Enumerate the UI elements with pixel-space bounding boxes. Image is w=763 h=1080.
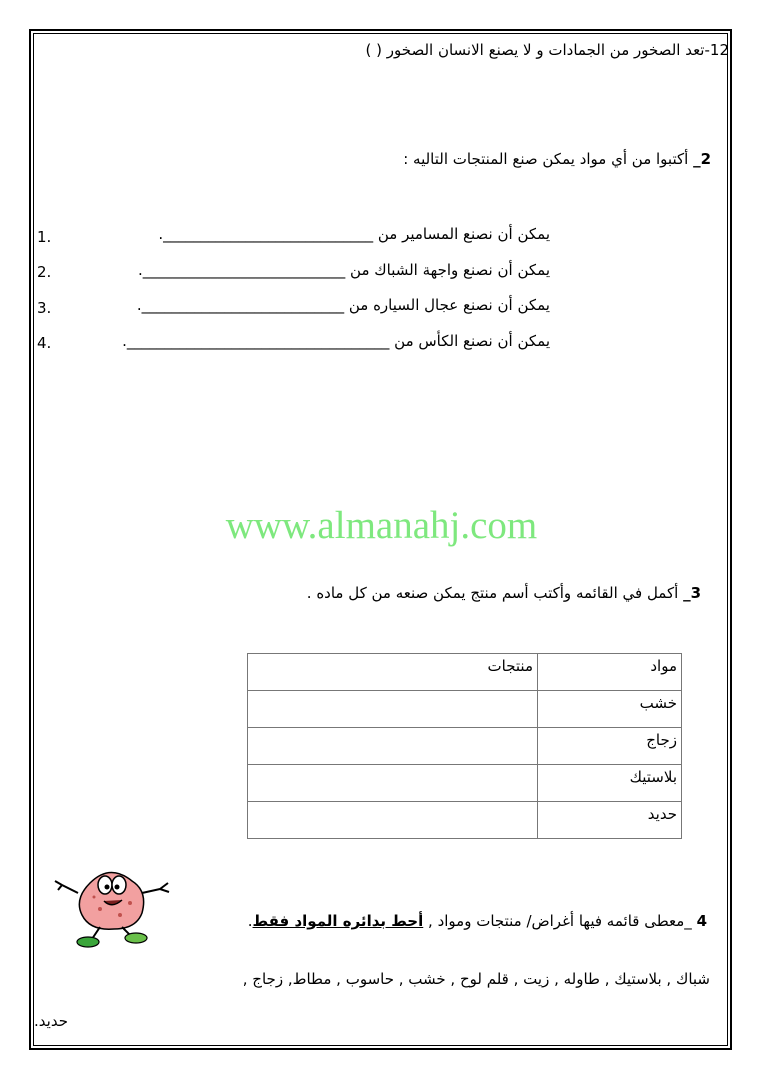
question-2-number: 2_ xyxy=(693,150,711,168)
table-row xyxy=(248,728,682,765)
question-3-title: أكمل في القائمه وأكتب أسم منتج يمكن صنعه من كل ماده . xyxy=(306,584,679,602)
q2-item-2-text: يمكن أن نصنع واجهة الشباك من ___________________________. xyxy=(138,261,550,279)
table-row xyxy=(248,691,682,728)
q4-list-line-2: حديد. xyxy=(34,1012,68,1030)
question-3-heading xyxy=(307,583,701,603)
watermark: www.almanahj.com xyxy=(225,504,538,547)
question-12-text: 12-تعد الصخور من الجمادات و لا يصنع الانسان الصخور ( ) xyxy=(365,41,729,59)
materials-table xyxy=(247,653,682,839)
question-2-title: أكتبوا من أي مواد يمكن صنع المنتجات التاليه : xyxy=(403,150,689,168)
question-2-heading xyxy=(403,149,711,169)
product-answer-cell[interactable] xyxy=(248,691,538,728)
question-4-instruction: أحط بدائره المواد فقط xyxy=(252,912,424,930)
table-header-row xyxy=(248,654,682,691)
product-answer-cell[interactable] xyxy=(248,802,538,839)
header-materials: مواد xyxy=(538,654,682,691)
material-cell: بلاستيك xyxy=(538,765,682,802)
question-3-number: 3_ xyxy=(683,584,701,602)
material-cell: زجاج xyxy=(538,728,682,765)
material-cell: خشب xyxy=(538,691,682,728)
q4-list-line-1: شباك , بلاستيك , طاوله , زيت , قلم لوح , خشب , حاسوب , مطاط, زجاج , xyxy=(242,970,710,988)
table-row xyxy=(248,765,682,802)
q2-item-4-number: 4. xyxy=(37,334,52,352)
table-row xyxy=(248,802,682,839)
product-answer-cell[interactable] xyxy=(248,765,538,802)
product-answer-cell[interactable] xyxy=(248,728,538,765)
q2-item-1-text: يمكن أن نصنع المسامير من ____________________________. xyxy=(158,225,550,243)
question-4-heading: 4 _معطى قائمه فيها أغراض/ منتجات ومواد , أحط بدائره المواد فقط. xyxy=(247,912,707,930)
header-products: منتجات xyxy=(248,654,538,691)
q2-item-2-number: 2. xyxy=(37,263,52,281)
question-4-title: _معطى قائمه فيها أغراض/ منتجات ومواد , xyxy=(428,912,692,930)
material-cell: حديد xyxy=(538,802,682,839)
q2-item-1-number: 1. xyxy=(37,228,52,246)
q2-item-4-text: يمكن أن نصنع الكأس من ___________________________________. xyxy=(122,332,550,350)
cartoon-creature-icon xyxy=(50,863,175,948)
q2-item-3-number: 3. xyxy=(37,299,52,317)
q2-item-3-text: يمكن أن نصنع عجال السياره من ___________________________. xyxy=(136,296,550,314)
question-4-number: 4 xyxy=(696,912,707,930)
